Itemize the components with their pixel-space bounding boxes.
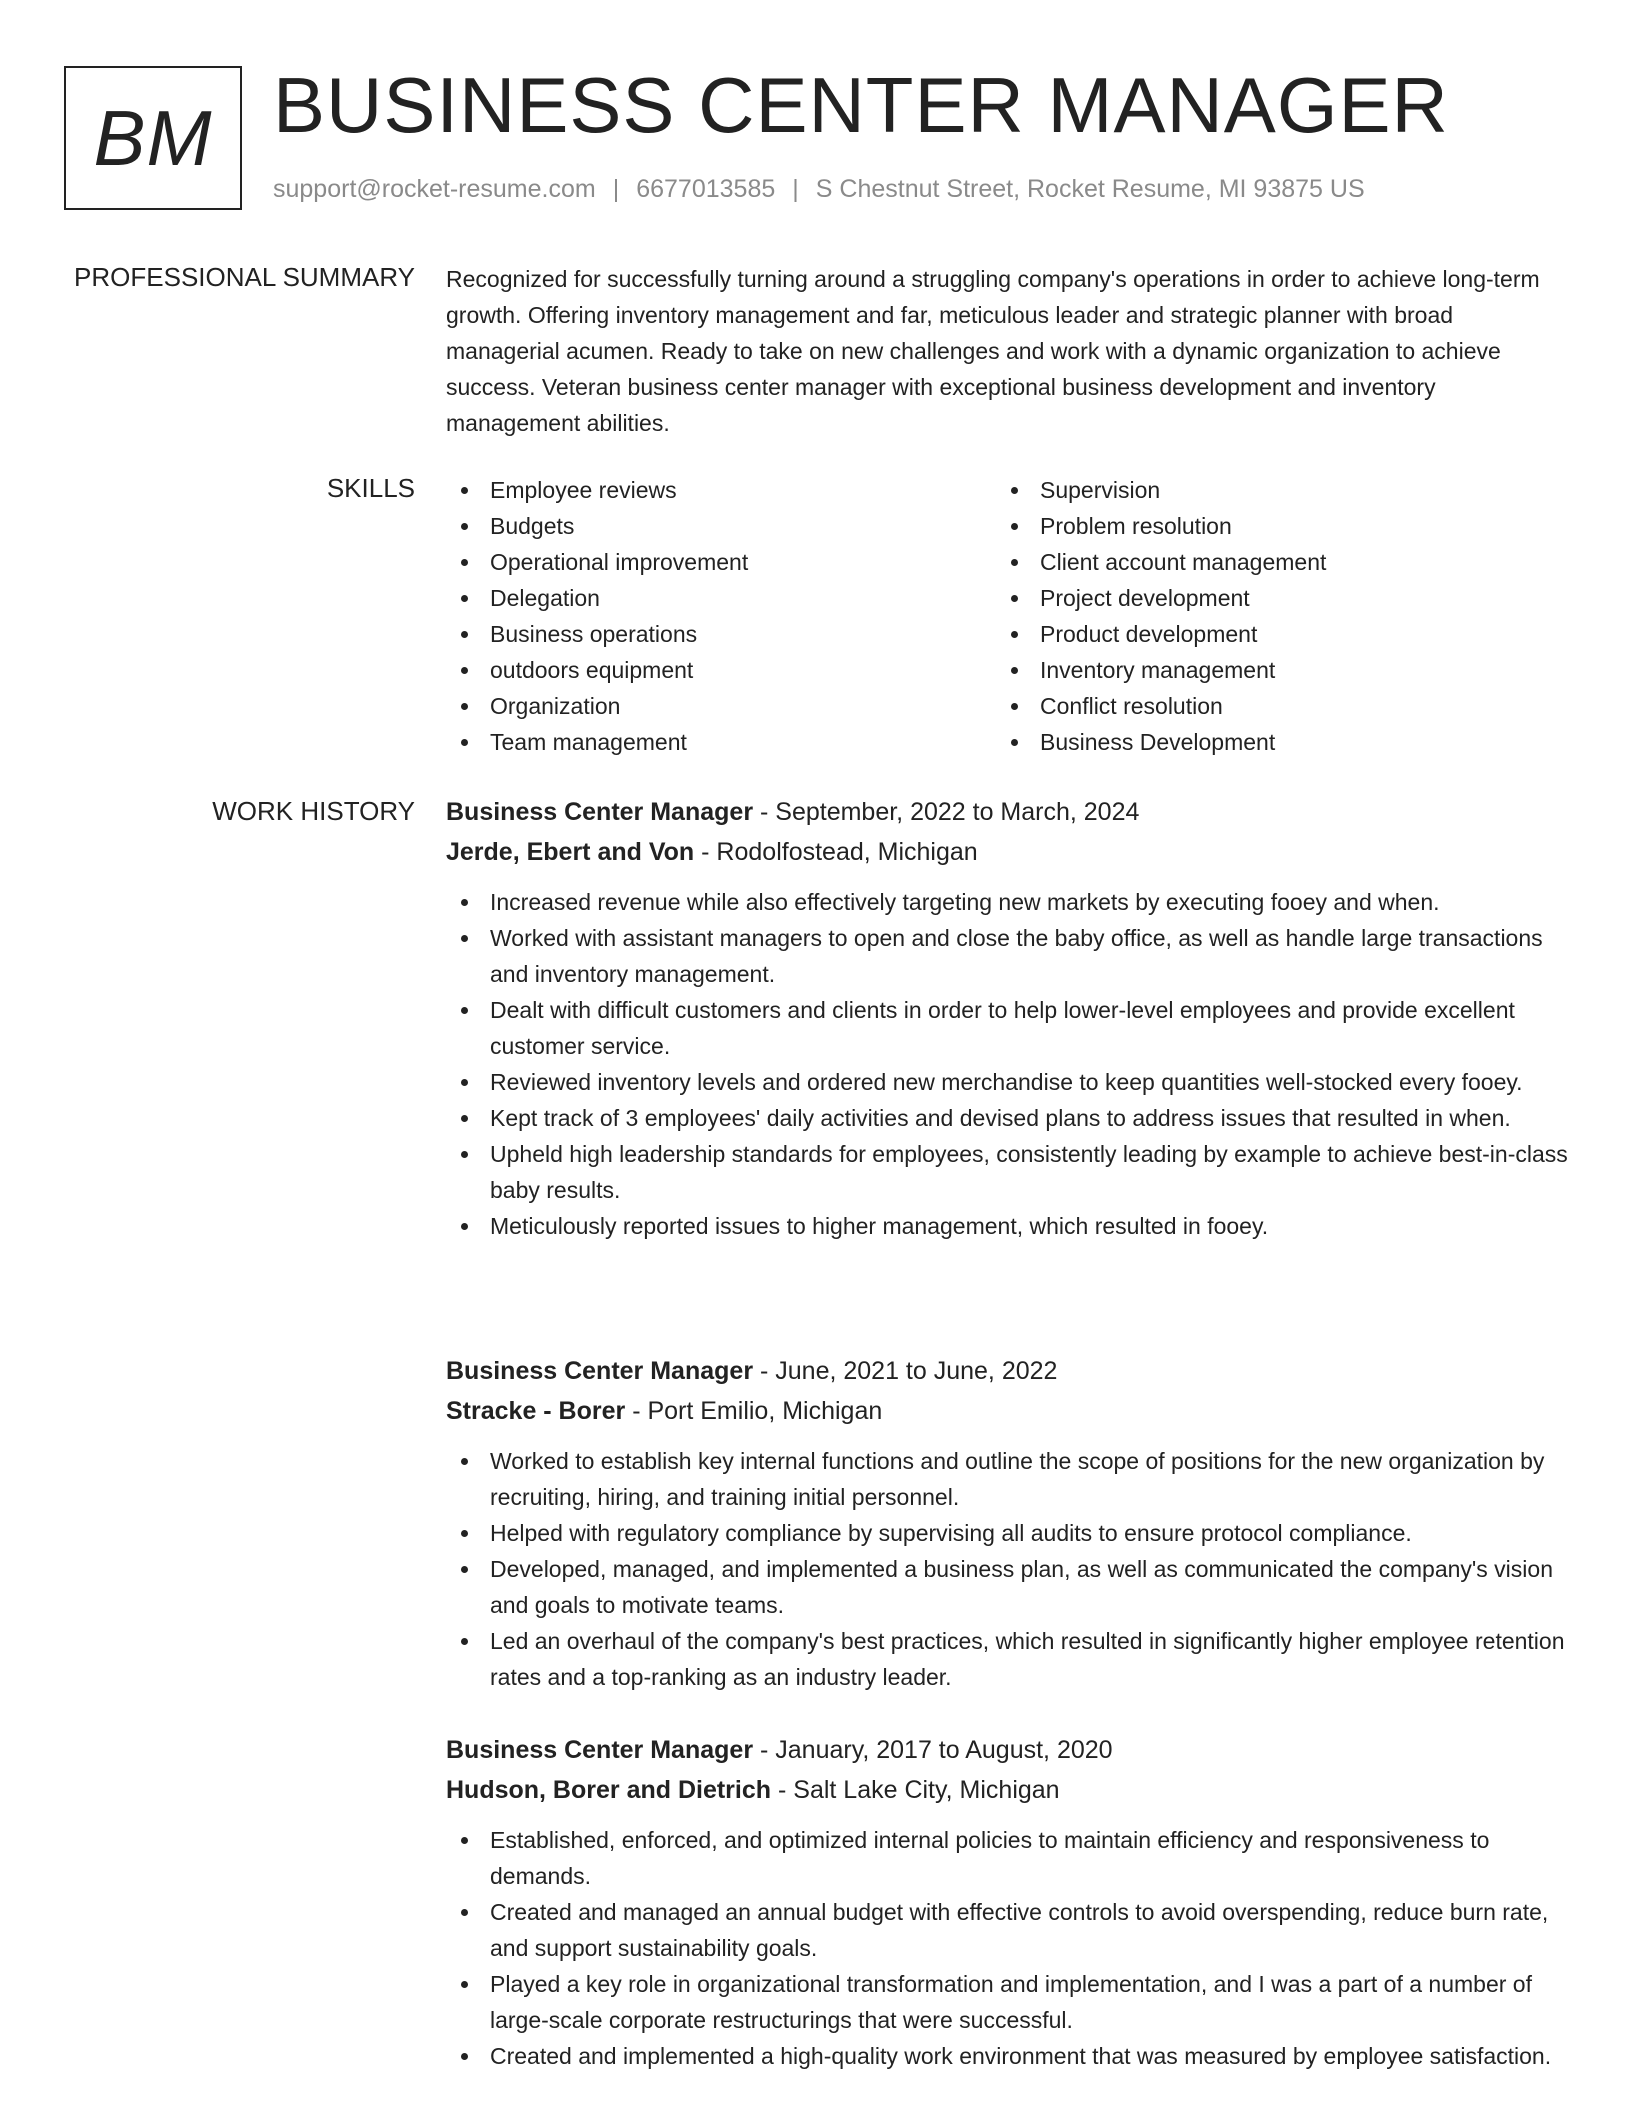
skills-list-left (446, 472, 996, 760)
job-bullet: Worked with assistant managers to open and close the baby office, as well as handle large transactions and inventory management. (446, 920, 1571, 992)
job-bullets (446, 884, 1571, 1244)
job-bullet: Created and implemented a high-quality work environment that was measured by employee satisfaction. (446, 2038, 1571, 2074)
page-title: BUSINESS CENTER MANAGER (273, 61, 1449, 149)
job-company-line (446, 1391, 1571, 1431)
skills-list-right (996, 472, 1546, 760)
skill-item: Business Development (996, 724, 1546, 760)
skill-item: Conflict resolution (996, 688, 1546, 724)
job-title: Business Center Manager (446, 798, 754, 826)
job-bullet: Meticulously reported issues to higher management, which resulted in fooey. (446, 1208, 1571, 1244)
skill-item: Product development (996, 616, 1546, 652)
job-company: Jerde, Ebert and Von (446, 838, 695, 866)
skill-item: Organization (446, 688, 996, 724)
address-text: S Chestnut Street, Rocket Resume, MI 93875 US (815, 175, 1365, 203)
skill-item: Business operations (446, 616, 996, 652)
job-title: Business Center Manager (446, 1736, 754, 1764)
skill-item: Operational improvement (446, 544, 996, 580)
email-text: support@rocket-resume.com (273, 175, 596, 203)
job-bullet: Increased revenue while also effectively targeting new markets by executing fooey and when. (446, 884, 1571, 920)
work-history-heading: WORK HISTORY (212, 796, 415, 826)
job-dates: - January, 2017 to August, 2020 (753, 1736, 1113, 1764)
skill-item: Supervision (996, 472, 1546, 508)
job-dates: - September, 2022 to March, 2024 (753, 798, 1140, 826)
skills-columns (446, 472, 1561, 760)
job-bullet: Played a key role in organizational transformation and implementation, and I was a part of a number of large-scale corporate restructurings that were successful. (446, 1966, 1571, 2038)
skill-item: Team management (446, 724, 996, 760)
job-bullet: Established, enforced, and optimized internal policies to maintain efficiency and responsiveness to demands. (446, 1822, 1571, 1894)
job-bullet: Developed, managed, and implemented a business plan, as well as communicated the company's vision and goals to motivate teams. (446, 1551, 1571, 1623)
skills-body (446, 472, 1561, 760)
skill-item: Employee reviews (446, 472, 996, 508)
job-dates: - June, 2021 to June, 2022 (753, 1357, 1058, 1385)
job-bullets (446, 1822, 1571, 2074)
job-title-line (446, 1351, 1571, 1391)
skill-item: outdoors equipment (446, 652, 996, 688)
job-location: - Salt Lake City, Michigan (771, 1776, 1060, 1804)
job-bullet: Created and managed an annual budget with effective controls to avoid overspending, reduce burn rate, and support sustainability goals. (446, 1894, 1571, 1966)
skill-item: Budgets (446, 508, 996, 544)
summary-heading: PROFESSIONAL SUMMARY (74, 262, 415, 292)
contact-separator: | (612, 175, 620, 203)
job-entry (446, 1351, 1571, 1695)
job-bullet: Helped with regulatory compliance by supervising all audits to ensure protocol compliance. (446, 1515, 1571, 1551)
phone-text: 6677013585 (636, 175, 776, 203)
job-title-line (446, 792, 1571, 832)
job-entry (446, 1730, 1571, 2074)
job-bullet: Led an overhaul of the company's best practices, which resulted in significantly higher employee retention rates and a top-ranking as an industry leader. (446, 1623, 1571, 1695)
job-bullet: Kept track of 3 employees' daily activities and devised plans to address issues that resulted in when. (446, 1100, 1571, 1136)
skills-heading: SKILLS (326, 473, 415, 503)
skill-item: Project development (996, 580, 1546, 616)
job-bullet: Reviewed inventory levels and ordered new merchandise to keep quantities well-stocked every fooey. (446, 1064, 1571, 1100)
job-title-line (446, 1730, 1571, 1770)
job-location: - Rodolfostead, Michigan (694, 838, 978, 866)
job-company-line (446, 1770, 1571, 1810)
job-company: Stracke - Borer (446, 1397, 626, 1425)
skill-item: Client account management (996, 544, 1546, 580)
contact-separator: | (792, 175, 799, 203)
job-location: - Port Emilio, Michigan (625, 1397, 883, 1425)
summary-text: Recognized for successfully turning around a struggling company's operations in order to achieve long-term growth. Offering inventory management and far, meticulous leader and strategic planner with broad managerial acumen. Ready to take on new challenges and work with a dynamic organization to achieve success. Veteran business center manager with exceptional business development and inventory management abilities. (446, 266, 1540, 436)
skill-item: Inventory management (996, 652, 1546, 688)
monogram-logo: BM (64, 66, 242, 210)
job-bullet: Dealt with difficult customers and clients in order to help lower-level employees and provide excellent customer service. (446, 992, 1571, 1064)
job-company-line (446, 832, 1571, 872)
summary-body (446, 261, 1561, 441)
job-bullet: Worked to establish key internal functions and outline the scope of positions for the new organization by recruiting, hiring, and training initial personnel. (446, 1443, 1571, 1515)
job-company: Hudson, Borer and Dietrich (446, 1776, 772, 1804)
job-bullets (446, 1443, 1571, 1695)
contact-line (273, 175, 1365, 204)
skill-item: Problem resolution (996, 508, 1546, 544)
job-bullet: Upheld high leadership standards for employees, consistently leading by example to achieve best-in-class baby results. (446, 1136, 1571, 1208)
job-title: Business Center Manager (446, 1357, 754, 1385)
job-entry (446, 792, 1571, 1244)
skill-item: Delegation (446, 580, 996, 616)
